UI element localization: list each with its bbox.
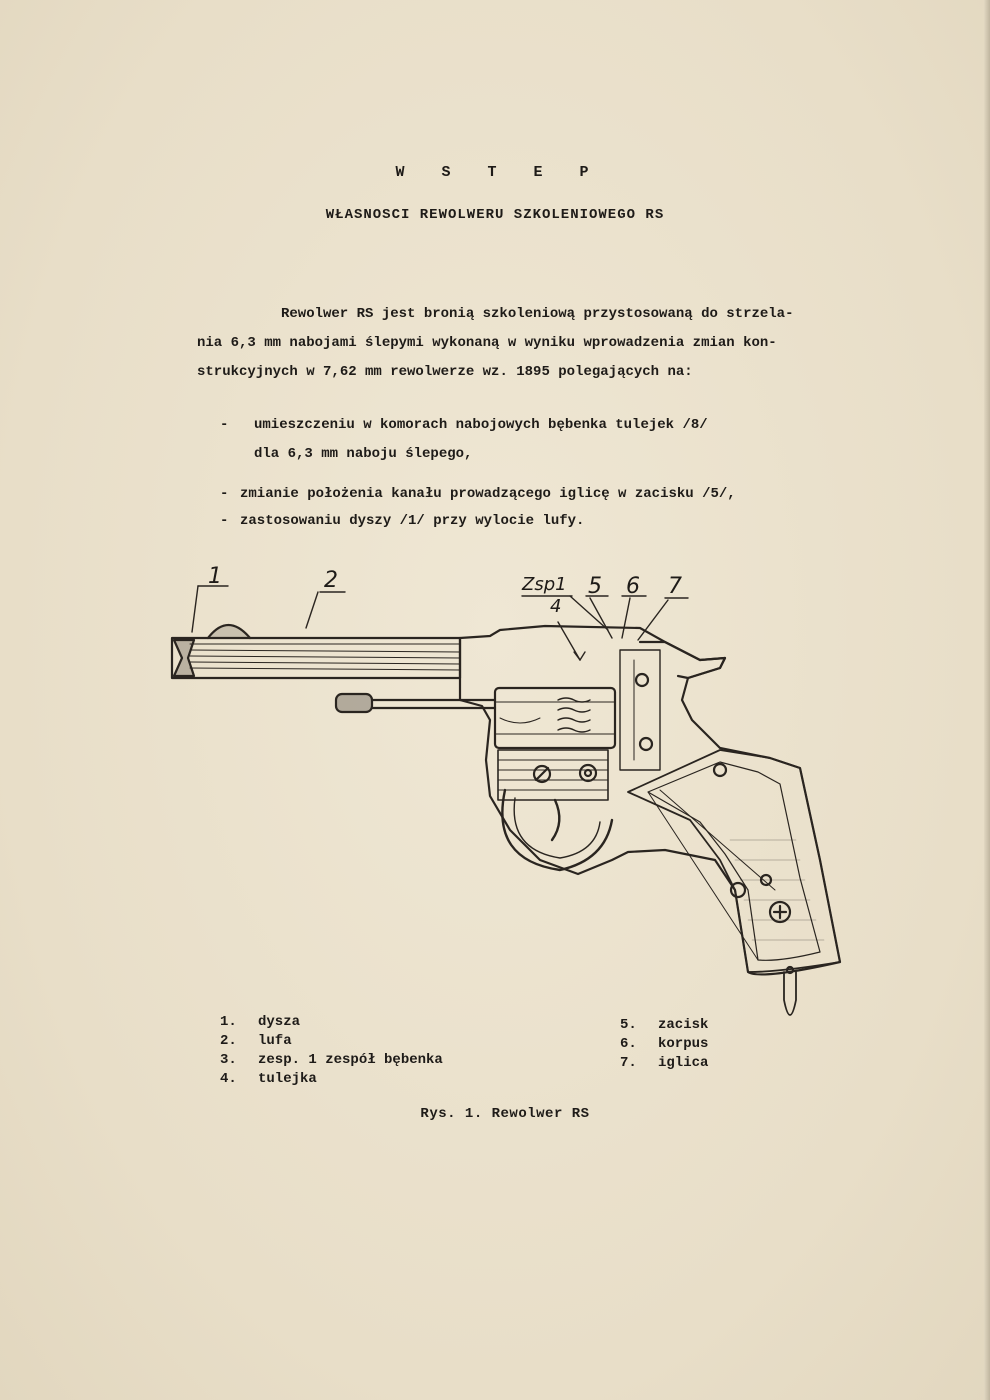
intro-paragraph (197, 300, 897, 387)
legend-item: 4. tulejka (220, 1071, 317, 1087)
page-title: W S T E P (395, 164, 603, 181)
list-item: - zastosowaniu dyszy /1/ przy wylocie lufy. (220, 513, 585, 529)
legend-item: 5. zacisk (620, 1017, 709, 1033)
callout-label: 5 (588, 574, 602, 599)
legend-item: 2. lufa (220, 1033, 292, 1049)
callout-label: 7 (668, 574, 682, 599)
callout-label: 4 (550, 596, 562, 617)
figure-caption: Rys. 1. Rewolwer RS (420, 1106, 590, 1122)
legend-right (620, 1016, 708, 1073)
list-item: - zmianie położenia kanału prowadzącego iglicę w zacisku /5/, (220, 486, 736, 502)
legend-item: 3. zesp. 1 zespół bębenka (220, 1052, 443, 1068)
frame (336, 626, 840, 1015)
intro-line: nia 6,3 mm nabojami ślepymi wykonaną w wyniku wprowadzenia zmian kon- (197, 335, 777, 351)
page-subtitle: WŁASNOSCI REWOLWERU SZKOLENIOWEGO RS (325, 207, 665, 223)
legend-item: 7. iglica (620, 1055, 709, 1071)
revolver-drawing (160, 560, 860, 1040)
intro-line: Rewolwer RS jest bronią szkoleniową przystosowaną do strzela- (281, 306, 794, 322)
legend-left (220, 1013, 443, 1089)
callout-label: 2 (324, 568, 338, 593)
list-item: - umieszczeniu w komorach nabojowych bębenka tulejek /8/ dla 6,3 mm naboju ślepego, (220, 417, 708, 462)
callout-label: 6 (626, 574, 640, 599)
barrel (172, 625, 460, 678)
legend-item: 6. korpus (620, 1036, 709, 1052)
legend-item: 1. dysza (220, 1014, 301, 1030)
callout-label: 1 (208, 564, 222, 589)
callout-label: Zsp1 (522, 574, 567, 595)
figure-callouts (160, 560, 860, 620)
intro-line: strukcyjnych w 7,62 mm rewolwerze wz. 1895 polegających na: (197, 364, 693, 380)
